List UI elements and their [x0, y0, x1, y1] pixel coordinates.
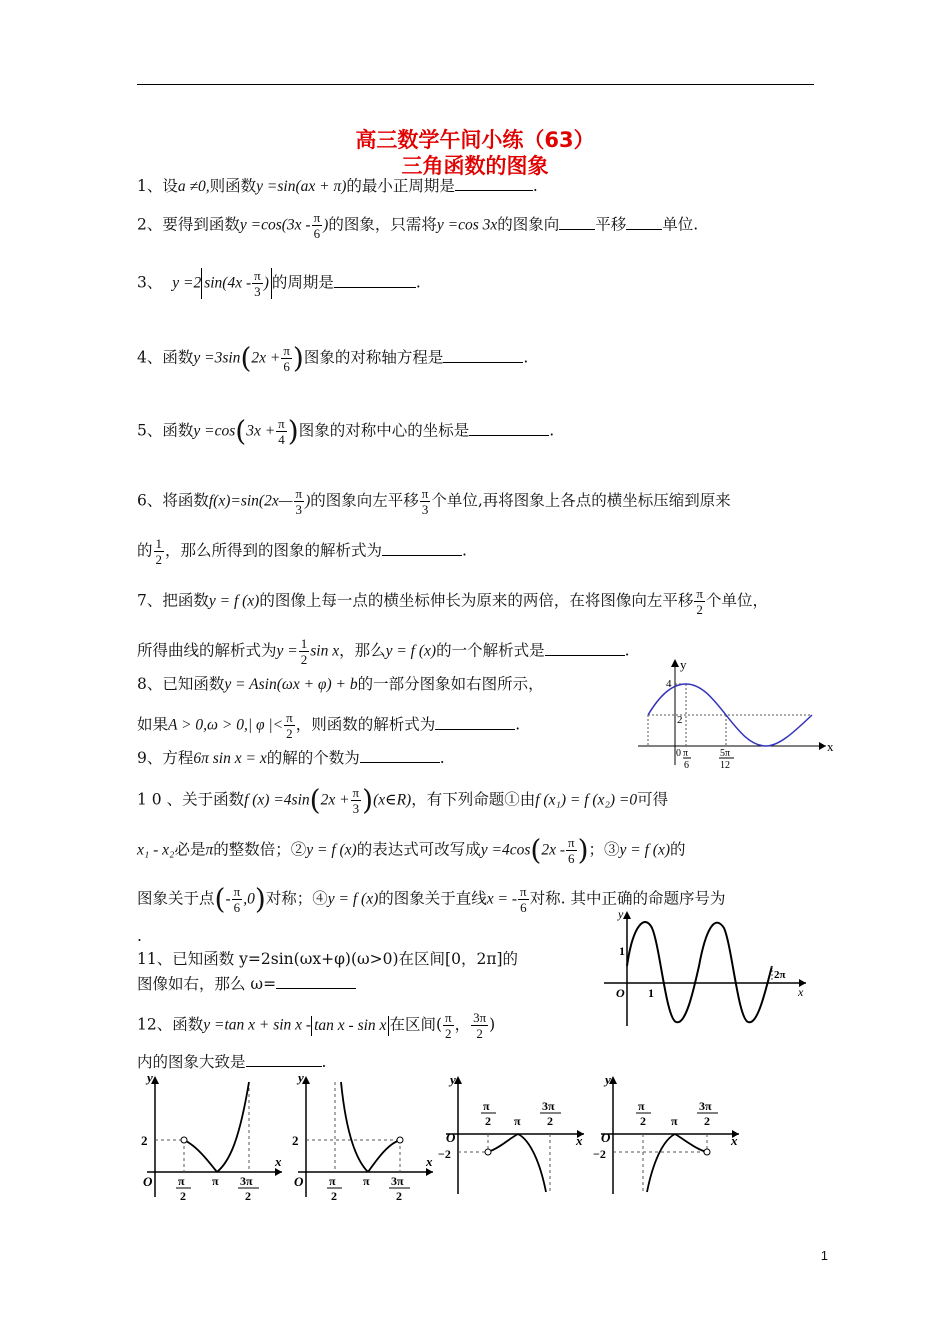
q12-line2: 内的图象大致是 [137, 1053, 246, 1071]
q10-paren-close: ) [362, 783, 374, 817]
q11-y-one: 1 [619, 944, 625, 958]
opt-d-curve-left [647, 1134, 675, 1192]
q6-answer-blank[interactable] [382, 541, 462, 556]
q8-fraction [284, 710, 295, 741]
opt-b-x-arrow [426, 1168, 433, 1176]
q7-half-num: 1 [300, 636, 308, 651]
q11-x-one: 1 [648, 986, 654, 1000]
q6-half-num: 1 [155, 536, 163, 551]
q10-point-a: - [225, 890, 231, 908]
opt-c-open-dot [485, 1149, 491, 1155]
q6-text-2: 个单位,再将图象上各点的横坐标压缩到原来 [431, 491, 731, 510]
q10-point-num: π [233, 884, 241, 899]
q8-end: . [515, 715, 521, 734]
q11-graph [600, 908, 812, 1032]
opt-c-t3-den: 2 [547, 1114, 553, 1128]
opt-c-curve-left [488, 1134, 518, 1152]
opt-b-t1-num: π [329, 1174, 336, 1188]
q3-answer-blank[interactable] [334, 273, 416, 288]
q1-text-2: 的最小正周期是 [346, 177, 455, 195]
opt-a-y-label: y [147, 1072, 153, 1085]
q4-function-b: 2x + [251, 349, 281, 367]
question-6-line-2 [137, 536, 467, 567]
q10-fraction [351, 785, 362, 816]
question-12-line-2 [137, 1052, 326, 1072]
q2-fraction [312, 210, 323, 241]
q4-answer-blank[interactable] [443, 348, 523, 363]
q10-pi: π [205, 841, 214, 859]
question-11: 11、已知函数 y=2sin(ωx+φ)(ω>0)在区间[0，2π]的 [137, 950, 519, 968]
opt-b-t1-den: 2 [331, 1189, 337, 1202]
question-9 [137, 748, 445, 769]
q8-text: 的一部分图象如右图所示， [357, 675, 544, 693]
opt-a-origin: O [143, 1174, 153, 1189]
q5-function-a: y =cos [193, 422, 236, 440]
q1-answer-blank[interactable] [455, 176, 533, 191]
q5-frac-den: 4 [278, 432, 285, 447]
question-2 [137, 210, 698, 241]
opt-c-t3-num: 3π [542, 1099, 555, 1113]
q2-frac-den: 6 [313, 226, 321, 241]
option-graph-c [438, 1072, 590, 1202]
q7-number: 7、把函数 [137, 591, 209, 610]
q7-fraction [694, 586, 705, 617]
q2-direction-blank[interactable] [559, 215, 595, 230]
q10-point-b: ,0 [243, 890, 255, 908]
q4-number: 4、函数 [137, 348, 194, 367]
q12-number: 12、函数 [137, 1015, 204, 1034]
q8-tick2-num: 5π [720, 748, 731, 759]
opt-d-t1-num: π [638, 1099, 645, 1113]
opt-b-y-label: y [298, 1072, 304, 1085]
opt-a-t1-den: 2 [180, 1189, 186, 1202]
q7-frac-den: 2 [696, 602, 703, 617]
q11-y-arrow [623, 911, 631, 919]
question-10-line-4: . [137, 927, 142, 945]
q1-text: 则函数 [209, 177, 257, 195]
q6-close: ) [305, 492, 311, 510]
q2-function: y =cos(3x - [239, 216, 311, 234]
q3-text: 的周期是 [271, 273, 334, 292]
q11-y-label: y [618, 908, 624, 921]
opt-a-curve-left [184, 1140, 217, 1172]
opt-c-value: −2 [438, 1147, 451, 1161]
q10-point-den: 6 [233, 900, 241, 915]
q6-text: 的图象向左平移 [310, 491, 419, 510]
q5-end: . [549, 421, 555, 440]
q4-fraction [281, 343, 292, 374]
opt-a-value: 2 [141, 1133, 148, 1148]
q5-frac-num: π [278, 416, 285, 431]
q6-frac-den: 3 [295, 502, 303, 517]
q5-number: 5、函数 [137, 421, 194, 440]
q12-close: ) [489, 1015, 496, 1034]
q1-number: 1、设 [137, 177, 178, 195]
q12-frac-b-num: 3π [473, 1010, 487, 1025]
q10-line2-f: 的 [670, 840, 686, 859]
opt-b-t3-den: 2 [396, 1189, 402, 1202]
q10-frac-den: 3 [352, 801, 360, 816]
option-graph-a [137, 1072, 287, 1202]
q2-text-2: 的图象向 [497, 215, 560, 234]
q6-line2-a: 的 [137, 541, 153, 560]
q2-text: 的图象，只需将 [328, 215, 437, 234]
q8-answer-blank[interactable] [435, 715, 515, 730]
q10-inner: 2x + [320, 791, 350, 809]
opt-b-curve-right [368, 1140, 400, 1172]
q5-function-b: 3x + [246, 422, 276, 440]
q6-frac2-num: π [421, 486, 429, 501]
q3-frac-den: 3 [254, 284, 261, 299]
q8-line2-b: ，则函数的解析式为 [295, 715, 436, 734]
page-subtitle: 三角函数的图象 [401, 154, 549, 178]
question-8 [137, 674, 544, 695]
q11-origin: O [616, 986, 625, 1000]
q6-frac2-den: 3 [421, 502, 429, 517]
opt-a-open-dot [181, 1137, 187, 1143]
q1-function: y =sin(ax + π) [256, 178, 347, 195]
q2-text-4: 单位. [662, 215, 699, 234]
q1-end: . [532, 177, 538, 195]
opt-b-open-dot [397, 1137, 403, 1143]
q8-tick1-den: 6 [684, 760, 689, 771]
q7-text-2: 个单位， [705, 591, 768, 610]
question-1 [137, 176, 538, 197]
q8-tick1-num: π [683, 748, 689, 759]
q7-line2-c: 的一个解析式是 [436, 641, 545, 660]
q12-absolute: tan x - sin x [311, 1016, 389, 1036]
opt-d-t2: π [671, 1114, 678, 1128]
q8-x-label: x [827, 739, 834, 754]
q8-y-mid-label: 2 [677, 714, 683, 726]
q5-text: 图象的对称中心的坐标是 [298, 421, 470, 440]
question-11-line-2 [137, 974, 356, 994]
opt-b-value: 2 [292, 1133, 299, 1148]
q7-half-den: 2 [300, 652, 308, 667]
q10-frac-num: π [352, 785, 360, 800]
question-3 [137, 268, 421, 299]
q10-condition: f (x₁) = f (x₂) =0 [535, 791, 638, 809]
opt-d-y-label: y [605, 1072, 611, 1087]
opt-a-t1-num: π [178, 1174, 185, 1188]
q10-line-num: π [520, 884, 527, 899]
q5-answer-blank[interactable] [469, 421, 549, 436]
q12-frac-b-den: 2 [476, 1026, 483, 1041]
q3-close: ) [263, 274, 269, 292]
q4-end: . [523, 348, 529, 367]
q10-fraction-2 [566, 835, 577, 866]
q2-function-2: y =cos 3x [436, 216, 498, 234]
header-rule [137, 84, 814, 85]
option-graph-d [593, 1072, 745, 1202]
opt-c-t1-den: 2 [485, 1114, 491, 1128]
q5-paren-open: ( [235, 414, 247, 448]
q7-answer-blank[interactable] [545, 641, 625, 656]
q10-f3: y =4cos [480, 841, 531, 859]
question-7-line-2 [137, 636, 630, 667]
q10-frac2-den: 6 [568, 851, 575, 866]
q12-frac-a-num: π [445, 1010, 452, 1025]
q7-function-2: y = [276, 642, 298, 660]
page-title: 高三数学午间小练（63） [355, 128, 595, 152]
q8-frac-den: 2 [286, 726, 293, 741]
q10-f4: y = f (x) [619, 841, 671, 859]
q10-text: ，有下列命题①由 [411, 790, 536, 809]
q3-end: . [415, 273, 421, 292]
opt-a-t3-num: 3π [240, 1174, 253, 1188]
q6-fraction [294, 486, 305, 517]
q10-paren3-open: ( [214, 882, 226, 916]
q10-paren3-close: ) [254, 882, 266, 916]
page-number: 1 [820, 1248, 828, 1263]
q3-frac-num: π [254, 268, 261, 283]
q12-frac-a [443, 1010, 454, 1041]
q10-line3-b: 对称；④ [265, 889, 328, 908]
q10-f5: y = f (x) [327, 890, 379, 908]
q10-number: 1 0 、关于函数 [137, 790, 245, 809]
q5-paren-close: ) [287, 414, 299, 448]
q9-end: . [439, 749, 445, 767]
q6-end: . [462, 541, 467, 560]
question-4 [137, 343, 528, 374]
q11-two-pi: 2π [774, 969, 786, 981]
q12-comma: ， [454, 1015, 471, 1034]
opt-c-curve-right [518, 1134, 546, 1192]
q9-number: 9、方程 [137, 749, 194, 767]
opt-a-x-label: x [275, 1154, 282, 1169]
opt-c-x-label: x [576, 1133, 583, 1148]
q2-frac-num: π [313, 210, 321, 225]
opt-a-t3-den: 2 [245, 1189, 251, 1202]
question-10 [137, 785, 668, 816]
q11-sine-curve [627, 922, 772, 1022]
q6-half-den: 2 [155, 552, 163, 567]
q10-paren2-open: ( [530, 833, 542, 867]
q6-fraction-2 [420, 486, 431, 517]
q7-line2-b: ，那么 [339, 641, 386, 660]
q10-line3-d: 对称. 其中正确的命题序号为 [529, 889, 726, 908]
q10-line-fraction [518, 884, 529, 915]
q9-answer-blank[interactable] [360, 748, 440, 763]
q10-function: f (x) =4sin [244, 791, 310, 809]
q7-function-2b: sin x [310, 642, 340, 660]
q7-frac-num: π [696, 586, 703, 601]
opt-c-t1-num: π [483, 1099, 490, 1113]
opt-a-t2: π [212, 1174, 219, 1188]
q3-function-a: y =2 [172, 274, 202, 292]
opt-d-t3-num: 3π [699, 1099, 712, 1113]
q8-line2-a: 如果 [137, 715, 169, 734]
q11-answer-blank[interactable] [276, 974, 356, 989]
opt-b-curve-left [341, 1082, 368, 1172]
q6-number: 6、将函数 [137, 491, 209, 510]
q10-line2-d: 的表达式可改写成 [356, 840, 481, 859]
q10-point-fraction [232, 884, 243, 915]
q8-frac-num: π [286, 710, 293, 725]
q8-origin-label: 0 [676, 748, 681, 759]
q2-close: ) [323, 216, 329, 234]
q10-line3-a: 图象关于点 [137, 889, 215, 908]
q10-frac2-num: π [568, 835, 575, 850]
question-7 [137, 586, 768, 617]
q6-half [154, 536, 165, 567]
q10-paren-open: ( [309, 783, 321, 817]
q8-graph [630, 655, 840, 775]
q10-f6: x = - [486, 890, 518, 908]
question-6 [137, 486, 731, 517]
opt-d-origin: O [601, 1130, 611, 1145]
opt-c-y-label: y [450, 1072, 456, 1087]
question-5 [137, 416, 554, 447]
opt-d-t1-den: 2 [640, 1114, 646, 1128]
option-graph-b [288, 1072, 438, 1202]
q11-line2: 图像如右，那么 ω= [137, 975, 277, 993]
q8-number: 8、已知函数 [137, 675, 225, 693]
q10-line2-e: ；③ [588, 840, 620, 859]
q1-condition: a ≠0, [177, 178, 210, 195]
q10-line2-c: 的整数倍；② [213, 840, 307, 859]
q12-text: 在区间( [389, 1015, 442, 1034]
question-8-line-2 [137, 710, 520, 741]
q7-function-3: y = f (x) [385, 642, 437, 660]
q12-function: y =tan x + sin x - [203, 1016, 312, 1034]
question-10-line-2 [137, 835, 686, 866]
opt-c-t2: π [514, 1114, 521, 1128]
q7-half [299, 636, 310, 667]
opt-a-curve-right [217, 1082, 249, 1172]
opt-b-origin: O [294, 1174, 304, 1189]
q10-paren2-close: ) [577, 833, 589, 867]
q10-text-2: 可得 [637, 790, 669, 809]
q4-text: 图象的对称轴方程是 [303, 348, 444, 367]
opt-a-x-arrow [275, 1168, 282, 1176]
q7-end: . [624, 641, 630, 660]
q10-inner-2: 2x - [541, 841, 565, 859]
q8-condition: A > 0,ω > 0,| φ |< [168, 716, 284, 734]
q8-y-label: y [680, 657, 687, 672]
q5-fraction [276, 416, 287, 447]
q11-x-label: x [798, 985, 804, 999]
q10-line2-a: x₁ - x₂ [137, 841, 175, 859]
q2-text-3: 平移 [595, 215, 627, 234]
q9-function: 6π sin x = x [193, 750, 267, 767]
q10-line2-b: 必是 [174, 840, 206, 859]
q4-frac-den: 6 [283, 359, 290, 374]
q12-end: . [321, 1053, 327, 1071]
opt-b-x-label: x [426, 1154, 433, 1169]
q6-function: f(x)=sin(2x— [208, 492, 293, 510]
q4-frac-num: π [283, 343, 290, 358]
q12-frac-a-den: 2 [445, 1026, 452, 1041]
q10-f2: y = f (x) [306, 841, 357, 859]
q8-tick2-den: 12 [720, 760, 730, 771]
q8-function: y = Asin(ωx + φ) + b [224, 676, 358, 693]
q7-line2-a: 所得曲线的解析式为 [137, 641, 277, 660]
opt-b-t2: π [363, 1174, 370, 1188]
q3-number: 3、 [137, 273, 163, 292]
q10-line-den: 6 [520, 900, 527, 915]
opt-d-value: −2 [593, 1147, 606, 1161]
q2-number: 2、要得到函数 [137, 215, 240, 234]
opt-c-origin: O [446, 1130, 456, 1145]
opt-b-t3-num: 3π [391, 1174, 404, 1188]
q3-fraction [252, 268, 263, 299]
q10-line3-c: 的图象关于直线 [378, 889, 487, 908]
q4-paren-open: ( [240, 341, 252, 375]
q7-text: 的图像上每一点的横坐标伸长为原来的两倍，在将图像向左平移 [259, 591, 694, 610]
q4-paren-close: ) [292, 341, 304, 375]
q10-domain: (x∈R) [373, 791, 412, 809]
q7-function: y = f (x) [208, 592, 260, 610]
question-12 [137, 1010, 495, 1041]
q4-function-a: y =3sin [193, 349, 241, 367]
q9-text: 的解的个数为 [266, 749, 360, 767]
q12-frac-b [471, 1010, 488, 1041]
q2-units-blank[interactable] [626, 215, 662, 230]
q8-y-max-label: 4 [666, 678, 672, 690]
q6-line2-b: ，那么所得到的图象的解析式为 [165, 541, 383, 560]
q3-absolute [201, 268, 272, 299]
opt-d-t3-den: 2 [704, 1114, 710, 1128]
q8-y-arrow [671, 659, 679, 667]
opt-d-curve-right [675, 1134, 707, 1152]
opt-d-x-label: x [731, 1133, 738, 1148]
q6-frac-num: π [295, 486, 303, 501]
opt-d-open-dot [704, 1149, 710, 1155]
q3-function-b: sin(4x - [204, 274, 252, 292]
q12-answer-blank[interactable] [246, 1052, 322, 1067]
q8-x-arrow [819, 742, 826, 750]
